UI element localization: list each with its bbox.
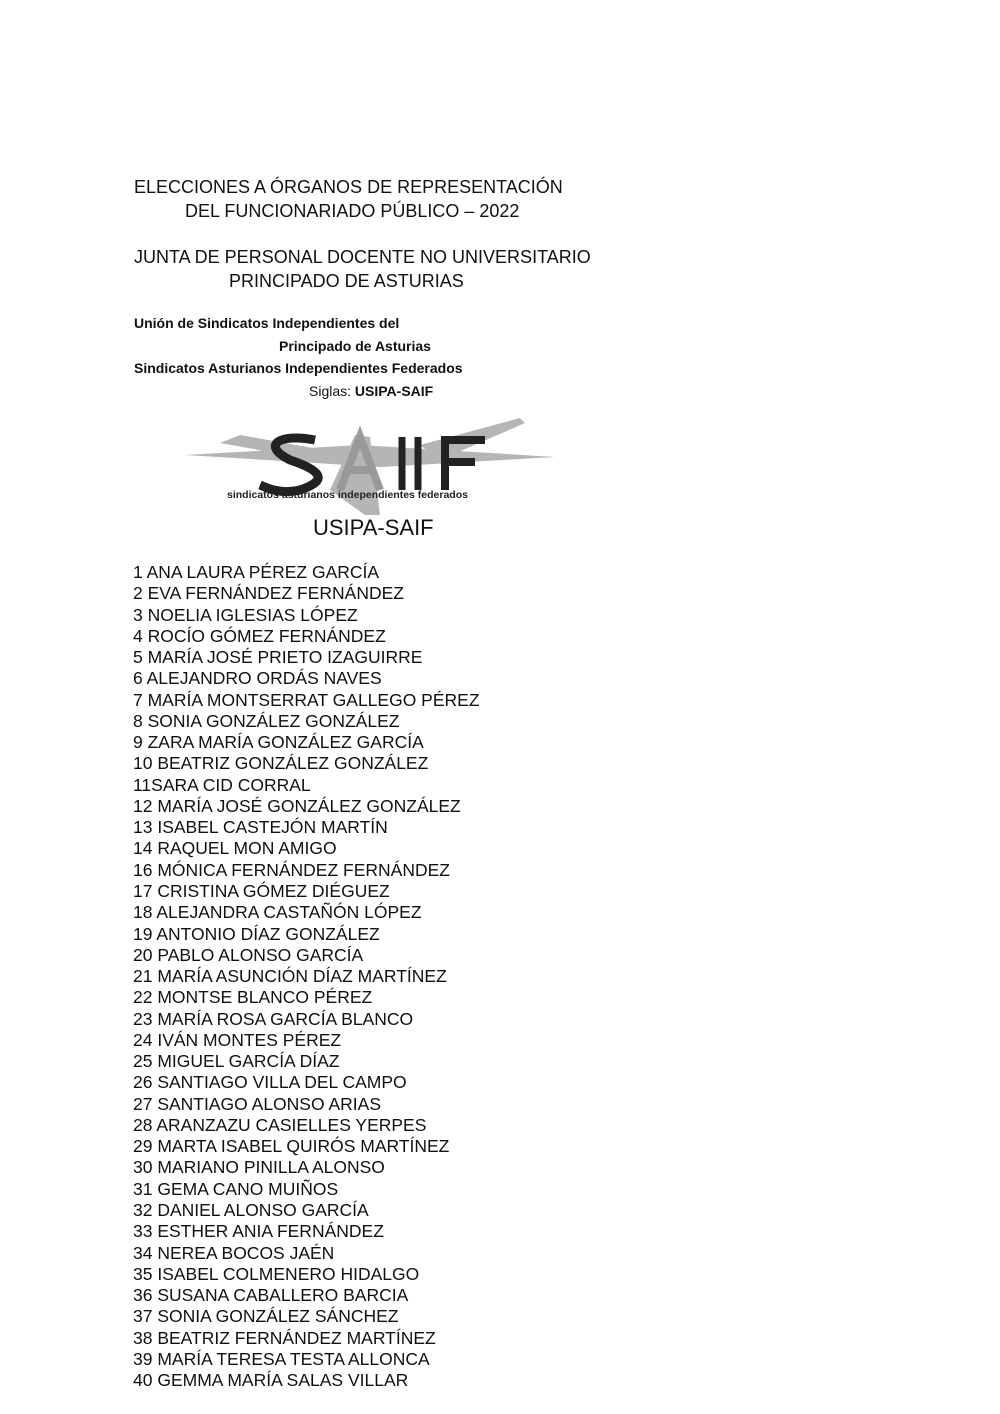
candidate-item: 6 ALEJANDRO ORDÁS NAVES [133,668,382,689]
candidate-item: 24 IVÁN MONTES PÉREZ [133,1029,342,1050]
candidate-item: 18 ALEJANDRA CASTAÑÓN LÓPEZ [133,902,422,923]
candidate-item: 36 SUSANA CABALLERO BARCIA [133,1285,409,1306]
title-line-1: ELECCIONES A ÓRGANOS DE REPRESENTACIÓN [134,177,563,197]
logo-tagline: sindicatos asturianos independientes federados [227,489,468,501]
candidate-item: 28 ARANZAZU CASIELLES YERPES [133,1114,427,1135]
candidate-item: 37 SONIA GONZÁLEZ SÁNCHEZ [133,1306,399,1327]
candidate-item: 30 MARIANO PINILLA ALONSO [133,1157,385,1178]
candidate-item: 17 CRISTINA GÓMEZ DIÉGUEZ [133,880,390,901]
candidate-item: 13 ISABEL CASTEJÓN MARTÍN [133,817,388,838]
acronym: USIPA-SAIF [354,383,434,399]
candidate-item: 39 MARÍA TERESA TESTA ALLONCA [133,1348,430,1369]
candidate-item: 40 GEMMA MARÍA SALAS VILLAR [133,1370,409,1391]
candidate-item: 1 ANA LAURA PÉREZ GARCÍA [133,562,380,582]
list-title: USIPA-SAIF [313,515,434,540]
board-line-2: PRINCIPADO DE ASTURIAS [229,271,464,291]
candidate-item: 10 BEATRIZ GONZÁLEZ GONZÁLEZ [133,753,429,774]
candidate-item: 25 MIGUEL GARCÍA DÍAZ [133,1051,340,1072]
saif-logo [180,415,560,520]
acronym-label: Siglas: [309,383,355,399]
union-name-line-3: Sindicatos Asturianos Independientes Federados [134,360,463,376]
candidate-list [133,562,480,1391]
acronym-line [309,382,433,400]
candidate-item: 11SARA CID CORRAL [133,774,311,795]
candidate-item: 38 BEATRIZ FERNÁNDEZ MARTÍNEZ [133,1327,436,1348]
candidate-item: 21 MARÍA ASUNCIÓN DÍAZ MARTÍNEZ [133,966,447,987]
candidate-item: 22 MONTSE BLANCO PÉREZ [133,987,373,1008]
candidate-item: 35 ISABEL COLMENERO HIDALGO [133,1263,420,1284]
candidate-item: 3 NOELIA IGLESIAS LÓPEZ [133,604,358,625]
candidate-item: 27 SANTIAGO ALONSO ARIAS [133,1093,382,1114]
candidate-item: 14 RAQUEL MON AMIGO [133,838,337,859]
candidate-item: 12 MARÍA JOSÉ GONZÁLEZ GONZÁLEZ [133,795,461,816]
candidate-item: 32 DANIEL ALONSO GARCÍA [133,1199,369,1220]
candidate-item: 26 SANTIAGO VILLA DEL CAMPO [133,1072,407,1093]
candidate-item: 16 MÓNICA FERNÁNDEZ FERNÁNDEZ [133,859,450,880]
candidate-item: 29 MARTA ISABEL QUIRÓS MARTÍNEZ [133,1136,450,1157]
candidate-item: 23 MARÍA ROSA GARCÍA BLANCO [133,1008,414,1029]
union-name-line-1: Unión de Sindicatos Independientes del [134,315,400,331]
candidate-item: 20 PABLO ALONSO GARCÍA [133,944,364,965]
candidate-item: 8 SONIA GONZÁLEZ GONZÁLEZ [133,710,400,731]
candidate-item: 4 ROCÍO GÓMEZ FERNÁNDEZ [133,625,386,646]
board-line-1: JUNTA DE PERSONAL DOCENTE NO UNIVERSITARIO [134,247,591,267]
candidate-item: 7 MARÍA MONTSERRAT GALLEGO PÉREZ [133,689,480,710]
union-name-line-2: Principado de Asturias [279,338,431,354]
candidate-item: 2 EVA FERNÁNDEZ FERNÁNDEZ [133,583,404,604]
candidate-item: 34 NEREA BOCOS JAÉN [133,1242,335,1263]
candidate-item: 19 ANTONIO DÍAZ GONZÁLEZ [133,923,380,944]
title-line-2: DEL FUNCIONARIADO PÚBLICO – 2022 [185,201,520,221]
candidate-item: 31 GEMA CANO MUIÑOS [133,1178,339,1199]
candidate-item: 5 MARÍA JOSÉ PRIETO IZAGUIRRE [133,647,423,668]
candidate-item: 9 ZARA MARÍA GONZÁLEZ GARCÍA [133,732,424,753]
candidate-item: 33 ESTHER ANIA FERNÁNDEZ [133,1221,384,1242]
